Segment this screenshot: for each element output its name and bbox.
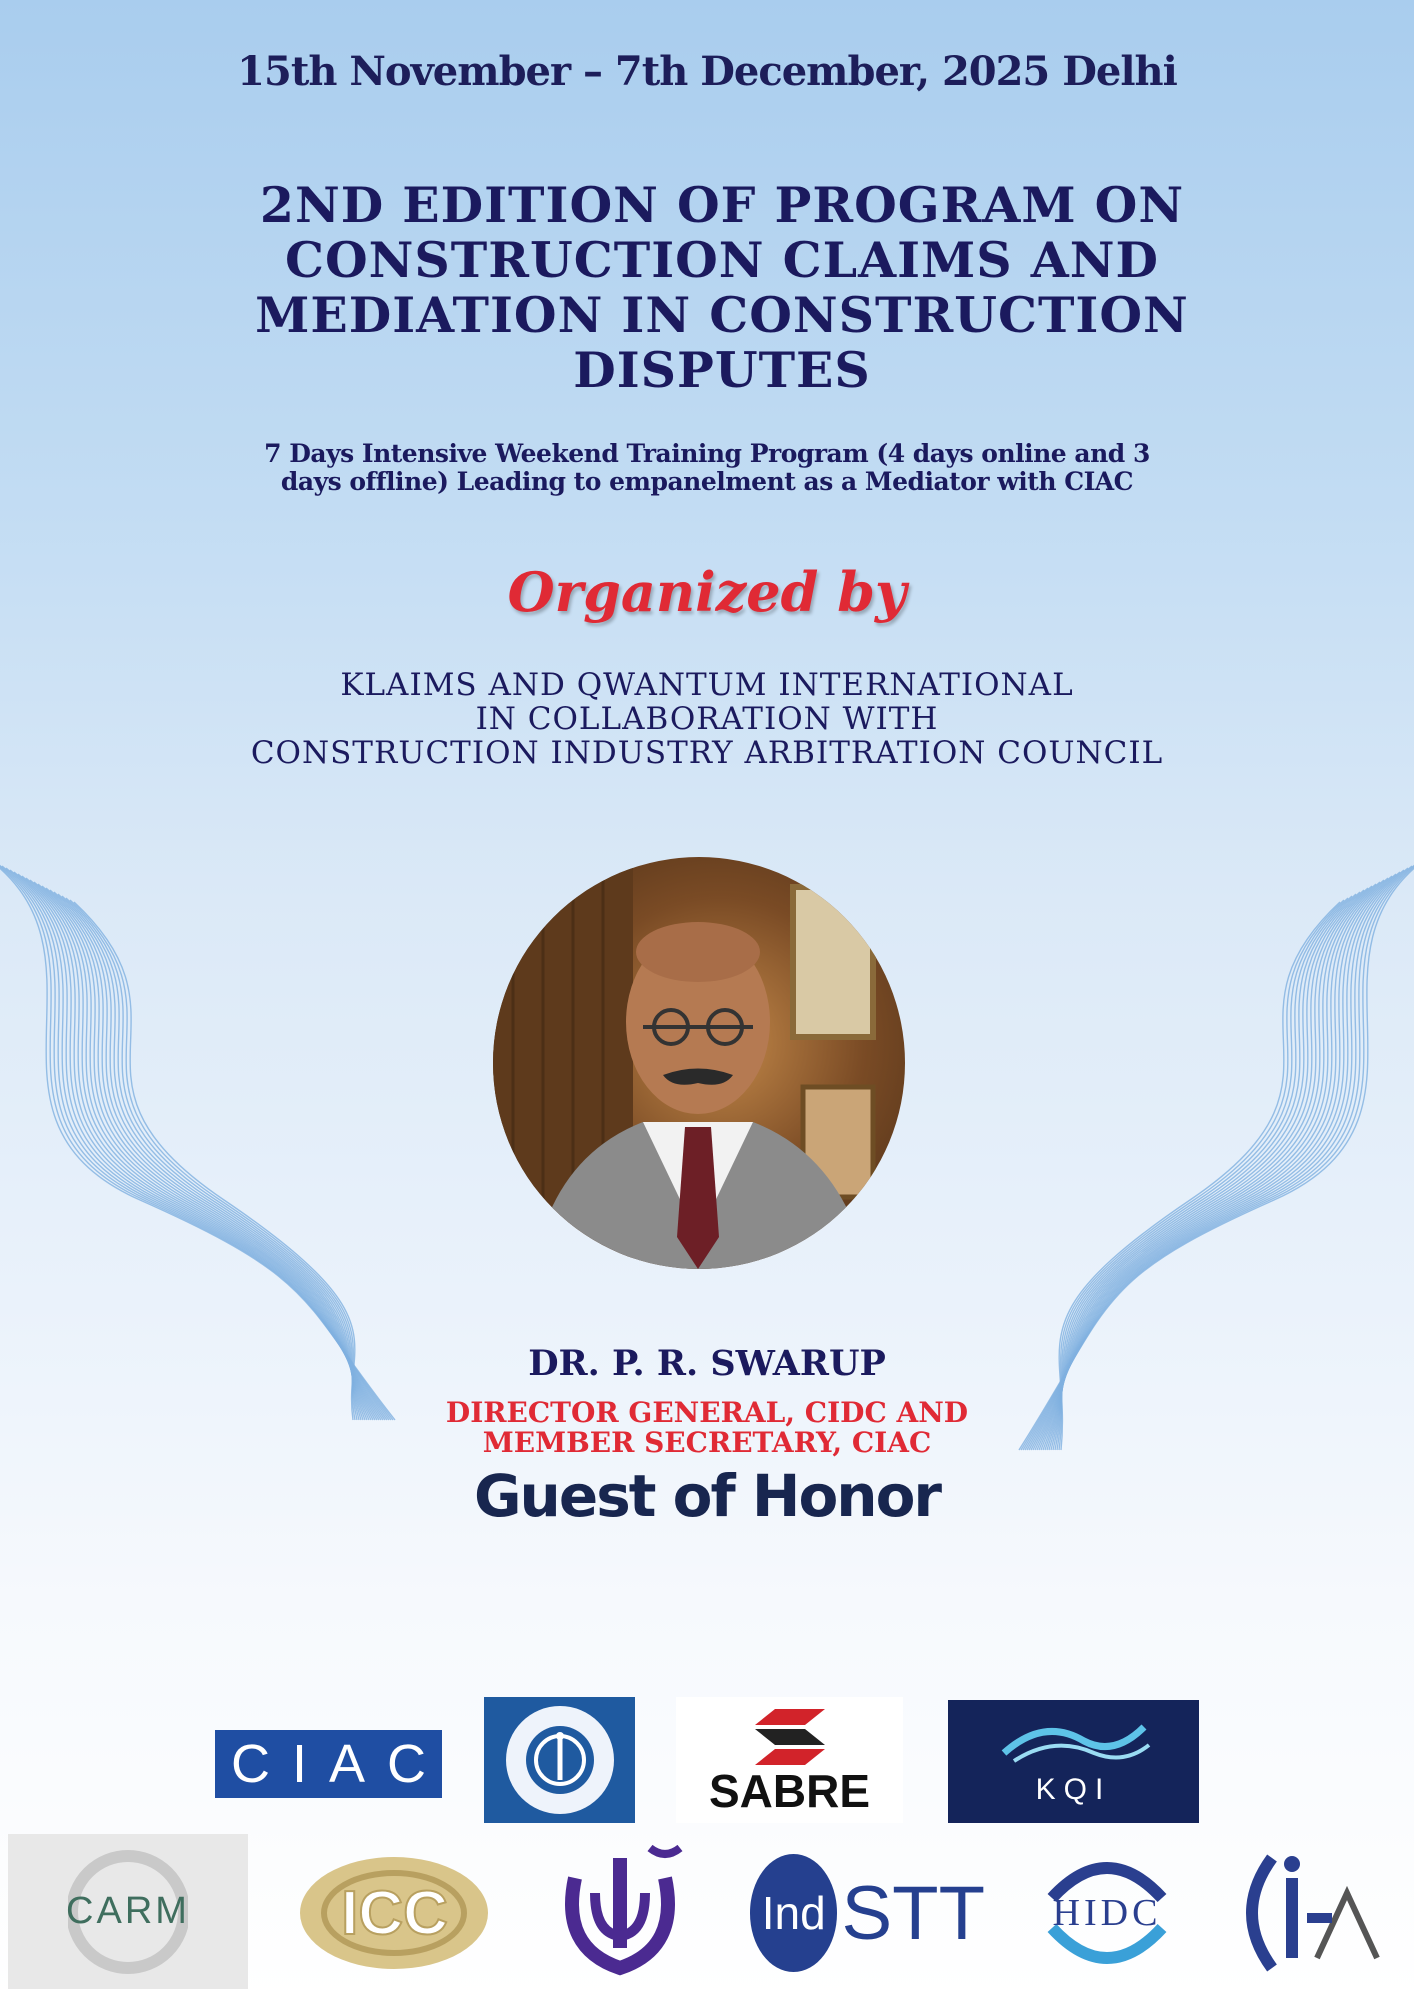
indstt-logo-text: STT bbox=[841, 1870, 985, 1956]
wave-line-left bbox=[26, 878, 377, 1420]
icc-logo-text: ICC bbox=[341, 1878, 448, 1948]
organizers-list bbox=[0, 668, 1414, 770]
title-line-1: 2ND EDITION OF PROGRAM ON bbox=[259, 176, 1185, 234]
title-line-3: MEDIATION IN CONSTRUCTION bbox=[255, 286, 1189, 344]
carm-logo bbox=[8, 1834, 248, 1989]
kqi-logo bbox=[948, 1700, 1199, 1823]
guest-role-line-2: MEMBER SECRETARY, CIAC bbox=[482, 1426, 932, 1459]
organized-by-heading: Organized by bbox=[507, 560, 907, 624]
title-line-2: CONSTRUCTION CLAIMS AND bbox=[284, 231, 1160, 289]
indstt-logo-circle-text: Ind bbox=[761, 1887, 826, 1939]
indstt-logo bbox=[750, 1838, 985, 1988]
sabre-mark-icon bbox=[745, 1705, 835, 1767]
wave-line-left bbox=[34, 882, 373, 1420]
wave-line-left bbox=[50, 890, 365, 1420]
hidc-logo-text: HIDC bbox=[1052, 1892, 1162, 1934]
ciac-logo-text: CIAC bbox=[231, 1734, 449, 1794]
cidc-logo bbox=[484, 1697, 635, 1823]
cidc-ring-bottom bbox=[550, 1820, 568, 1821]
wave-line-left bbox=[2, 866, 389, 1420]
ita-logo bbox=[1212, 1838, 1382, 1988]
event-dates: 15th November – 7th December, 2025 Delhi bbox=[237, 48, 1177, 95]
subtitle-line-2: days offline) Leading to empanelment as a Mediator with CIAC bbox=[280, 467, 1134, 496]
organizer-line-3: CONSTRUCTION INDUSTRY ARBITRATION COUNCIL bbox=[250, 735, 1164, 771]
guest-name: DR. P. R. SWARUP bbox=[528, 1343, 886, 1384]
sabre-logo-text: SABRE bbox=[708, 1765, 871, 1817]
guest-of-honor-label: Guest of Honor bbox=[473, 1462, 941, 1530]
hidc-logo bbox=[1032, 1838, 1182, 1988]
kqi-wave-icon bbox=[994, 1717, 1154, 1767]
organizer-line-1: KLAIMS AND QWANTUM INTERNATIONAL bbox=[340, 667, 1074, 703]
event-subtitle bbox=[0, 440, 1414, 496]
purple-emblem-logo bbox=[550, 1838, 690, 1983]
cidc-ring-top bbox=[545, 1699, 574, 1700]
ciac-logo bbox=[215, 1730, 449, 1798]
icc-logo bbox=[297, 1854, 492, 1972]
carm-logo-text: CARM bbox=[66, 1890, 190, 1932]
title-line-4: DISPUTES bbox=[573, 341, 871, 399]
sabre-logo bbox=[676, 1697, 903, 1823]
wave-line-left bbox=[66, 898, 357, 1420]
guest-role-line-1: DIRECTOR GENERAL, CIDC AND bbox=[445, 1396, 969, 1429]
wave-line-left bbox=[18, 874, 381, 1420]
guest-role bbox=[0, 1398, 1414, 1458]
event-title bbox=[0, 178, 1414, 398]
organizer-line-2: IN COLLABORATION WITH bbox=[475, 701, 939, 737]
kqi-logo-text: KQI bbox=[1035, 1772, 1112, 1806]
guest-portrait bbox=[493, 857, 905, 1269]
subtitle-line-1: 7 Days Intensive Weekend Training Program (4 days online and 3 bbox=[264, 439, 1150, 468]
